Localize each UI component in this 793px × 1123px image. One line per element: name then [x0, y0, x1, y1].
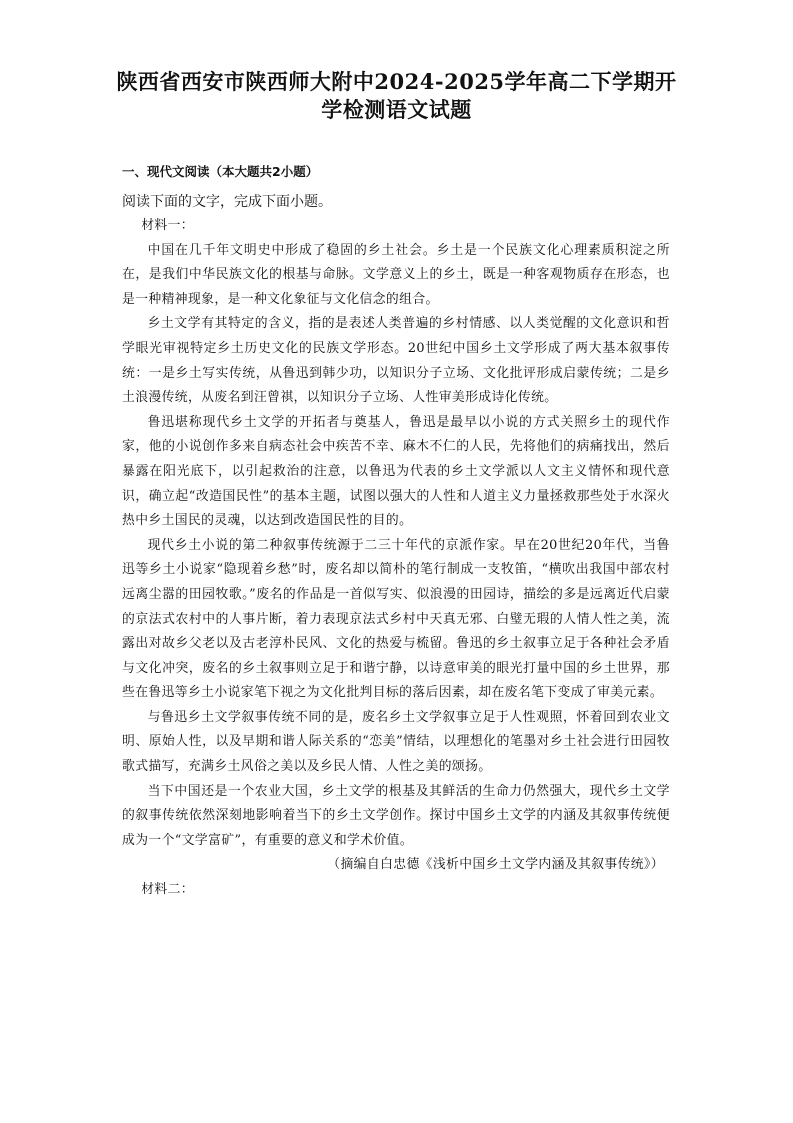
material-1-paragraph: 中国在几千年文明史中形成了稳固的乡土社会。乡土是一个民族文化心理素质积淀之所在，是我们中华民族文化的根基与命脉。文学意义上的乡土，既是一种客观物质存在形态，也是一种精神现象，是一种文化象征与文化信念的组合。: [122, 242, 670, 307]
document-title: [100, 68, 693, 124]
material-1-paragraph: 现代乡土小说的第二种叙事传统源于二三十年代的京派作家。早在20世纪20年代，当鲁迅等乡土小说家“隐现着乡愁”时，废名却以简朴的笔行制成一支牧笛，“横吹出我国中部农村远离尘嚣的田园牧歌。”废名的作品是一首似写实、似浪漫的田园诗，描绘的多是远离近代启蒙的京法式农村中的人事片断，着力表现京法式乡村中天真无邪、白璧无瑕的人情人性之美，流露出对故乡父老以及古老淳朴民风、文化的热爱与梳留。鲁迅的乡土叙事立足于各种社会矛盾与文化冲突，废名的乡土叙事则立足于和谐宁静，以诗意审美的眼光打量中国的乡土世界，那些在鲁迅等乡土小说家笔下视之为文化批判目标的落后因素，却在废名笔下变成了审美元素。: [122, 537, 670, 701]
reading-instruction: 阅读下面的文字，完成下面小题。: [122, 194, 332, 210]
material-1-paragraph: 当下中国还是一个农业大国，乡土文学的根基及其鲜活的生命力仍然强大，现代乡土文学的叙事传统依然深刻地影响着当下的乡土文学创作。探讨中国乡土文学的内涵及其叙事传统便成为一个“文学富矿”，有重要的意义和学术价值。: [122, 783, 670, 848]
material-2-label: 材料二：: [141, 882, 194, 898]
material-1-label: 材料一：: [141, 218, 194, 233]
material-1-source: （摘编自白忠德《浅析中国乡土文学内涵及其叙事传统》）: [327, 857, 664, 873]
reading-passage: [122, 214, 670, 903]
title-line-2: 学检测语文试题: [321, 97, 472, 122]
material-1-paragraph: 与鲁迅乡土文学叙事传统不同的是，废名乡土文学叙事立足于人性观照，怀着回到农业文明、原始人性，以及早期和谐人际关系的“恋美”情结，以理想化的笔墨对乡土社会进行田园牧歌式描写，充满乡土风俗之美以及乡民人情、人性之美的颂扬。: [122, 709, 670, 775]
material-1-paragraph: 鲁迅堪称现代乡土文学的开拓者与奠基人，鲁迅是最早以小说的方式关照乡土的现代作家，他的小说创作多来自病态社会中疾苦不幸、麻木不仁的人民，先将他们的病痛找出，然后暴露在阳光底下，以引起救治的注意，以鲁迅为代表的乡土文学派以人文主义情怀和现代意识，确立起“改造国民性”的基本主题，试图以强大的人性和人道主义力量拯救那些处于水深火热中乡土国民的灵魂，以达到改造国民性的目的。: [122, 414, 670, 529]
title-line-1: 陕西省西安市陕西师大附中2024-2025学年高二下学期开: [116, 69, 677, 94]
material-1-paragraph: 乡土文学有其特定的含义，指的是表述人类普遍的乡村情感、以人类觉醒的文化意识和哲学眼光审视特定乡土历史文化的民族文学形态。20世纪中国乡土文学形成了两大基本叙事传统：一是乡土写实传统，从鲁迅到韩少功，以知识分子立场、文化批评形成启蒙传统；二是乡土浪漫传统，从废名到汪曾祺，以知识分子立场、人性审美形成诗化传统。: [122, 316, 670, 406]
section-heading: 一、现代文阅读（本大题共2小题）: [122, 164, 319, 179]
